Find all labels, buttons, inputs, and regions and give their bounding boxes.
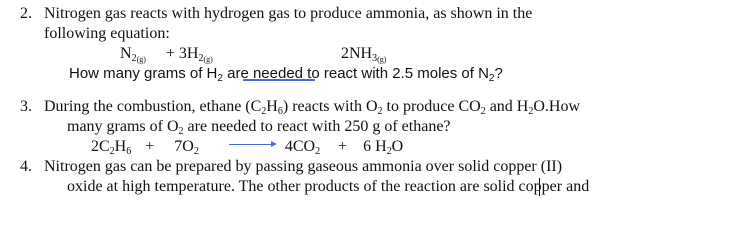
item-3-text-line-1: During the combustion, ethane $(C_2H_6)$ reacts with $O_2$ to produce $CO_2$ and $H_2O.How$: [44, 98, 581, 117]
item-3-text-line-2: many grams of $O_2$ are needed to react with 250 g of ethane?: [67, 118, 451, 137]
eq-reactant-n2: $N_{2(g)}$: [120, 45, 146, 64]
eq-product-nh3: $2NH_{3(g)}$: [341, 45, 387, 64]
eq-water: 6 $H_2O$: [363, 138, 404, 157]
eq-oxygen: $7O_2$: [174, 138, 199, 157]
item-2-text-line-2: following equation:: [44, 25, 170, 42]
eq-reactant-h2: + $3H_{2(g)}$: [165, 45, 213, 64]
item-2-equation: [120, 44, 213, 64]
item-3-equation: $2C_2H_6 + 7O_2$ $4CO_2 + 6$ $H_2O$: [91, 138, 404, 157]
text-cursor: [539, 178, 540, 196]
item-3-number: 3.: [20, 98, 32, 115]
item-2-number: 2.: [20, 5, 32, 22]
item-2-text-line-1: Nitrogen gas reacts with hydrogen gas to produce ammonia, as shown in the: [44, 5, 533, 22]
spellcheck-underline: [243, 79, 315, 81]
item-4-text-line-1: Nitrogen gas can be prepared by passing gaseous ammonia over solid copper (II): [44, 158, 563, 175]
item-4-text-line-2: oxide at high temperature. The other products of the reaction are solid copper and: [67, 178, 590, 195]
item-4-number: 4.: [20, 158, 32, 175]
item-2-question: How many grams of $H_2$ are needed to react with 2.5 moles of $N_2$?: [69, 65, 503, 84]
eq-co2: $4CO_2$: [284, 138, 321, 157]
eq-ethane: $2C_2H_6$: [91, 138, 132, 157]
reaction-arrow: [229, 139, 277, 149]
